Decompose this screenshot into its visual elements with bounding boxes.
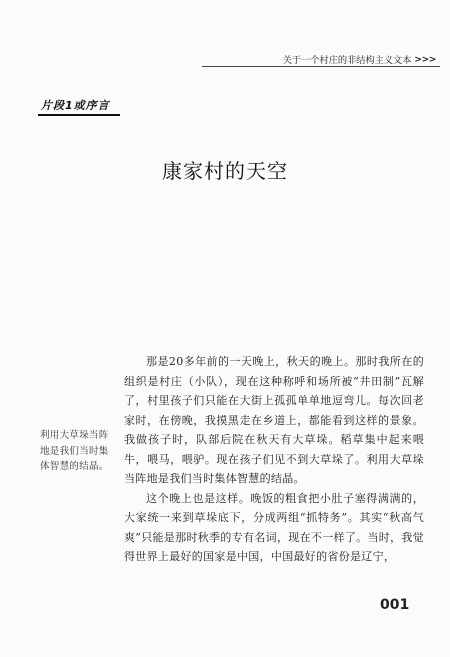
header-rule — [202, 66, 440, 67]
chapter-title: 康家村的天空 — [162, 159, 288, 183]
page-number: 001 — [380, 597, 410, 613]
running-header-title: 关于一个村庄的非结构主义文本 — [282, 55, 412, 66]
double-chevron-arrows-icon: >>> — [414, 53, 436, 65]
body-text — [124, 352, 424, 567]
running-header — [200, 52, 436, 66]
body-paragraph: 那是20多年前的一天晚上，秋天的晚上。那时我所在的组织是村庄（小队），现在这种称呼和场所被“井田制”瓦解了，村里孩子们只能在大街上孤孤单单地逗弯儿。每次回老家时，在傍晚，我摸黑走在乡道上，都能看到这样的景象。我做孩子时，队部后院在秋天有大草垛。稻草集中起来喂牛，喂马，喂驴。现在孩子们见不到大草垛了。利用大草垛当阵地是我们当时集体智慧的结晶。 — [124, 355, 424, 485]
margin-note: 利用大草垛当阵地是我们当时集体智慧的结晶。 — [40, 430, 109, 472]
body-paragraph: 这个晚上也是这样。晚饭的粗食把小肚子塞得满满的，大家统一来到草垛底下，分成两组“抓特务”。其实“秋高气爽”只能是那时秋季的专有名词，现在不一样了。当时，我觉得世界上最好的国家是中国，中国最好的省份是辽宁， — [124, 491, 424, 563]
section-tag: 片段1或序言 — [38, 98, 120, 116]
